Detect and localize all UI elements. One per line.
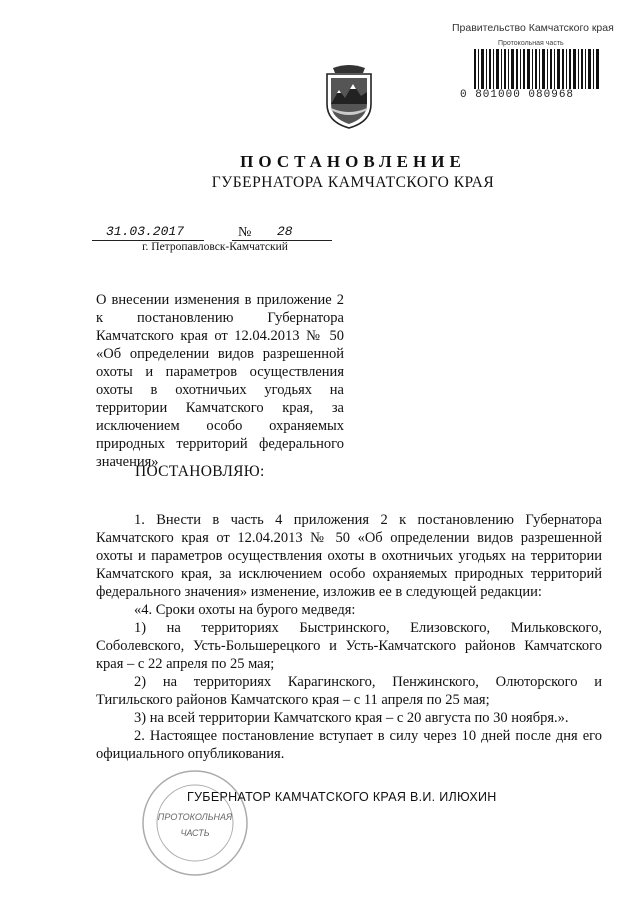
document-subject: О внесении изменения в приложение 2 к постановлению Губернатора Камчатского края от 12.04.2013 № 50 «Об определении видов разрешенной охоты и параметров осуществления охоты в охотничьих угодьях на территории Камчатского края, за исключением особо охраняемых природных территорий федерального значения»: [96, 292, 344, 470]
document-subtitle: ГУБЕРНАТОРА КАМЧАТСКОГО КРАЯ: [211, 174, 495, 191]
barcode-icon: [474, 49, 600, 89]
body-paragraph-3: 1) на территориях Быстринского, Елизовского, Мильковского, Соболевского, Усть-Большерецкого и Усть-Камчатского районов Камчатского края – с 22 апреля по 25 мая;: [96, 620, 602, 672]
government-label: Правительство Камчатского края: [452, 22, 614, 34]
body-paragraph-2: «4. Сроки охоты на бурого медведя:: [134, 602, 356, 618]
barcode-caption: Протокольная часть: [498, 40, 564, 47]
body-paragraph-1: 1. Внести в часть 4 приложения 2 к постановлению Губернатора Камчатского края от 12.04.2013 № 50 «Об определении видов разрешенной охоты и параметров осуществления охоты в охотничьих угодьях на территории Камчатского края, за исключением особо охраняемых природных территорий федерального значения» изменение, изложив ее в следующей редакции:: [96, 512, 602, 600]
number-label: №: [238, 225, 252, 240]
stamp-icon: [140, 768, 250, 878]
body-paragraph-5: 3) на всей территории Камчатского края – с 20 августа по 30 ноября.».: [134, 710, 569, 726]
decree-heading: ПОСТАНОВЛЯЮ:: [135, 463, 265, 480]
document-title: ПОСТАНОВЛЕНИЕ: [240, 152, 466, 171]
document-number: 28: [277, 224, 293, 239]
body-paragraph-4: 2) на территориях Карагинского, Пенжинского, Олюторского и Тигильского районов Камчатского края – с 11 апреля по 25 мая;: [96, 674, 602, 708]
document-place: г. Петропавловск-Камчатский: [142, 241, 288, 253]
body-paragraph-6: 2. Настоящее постановление вступает в силу через 10 дней после дня его официального опубликования.: [96, 728, 602, 762]
document-body: [96, 511, 602, 763]
stamp-text-line1: ПРОТОКОЛЬНАЯ: [157, 812, 233, 822]
document-date: 31.03.2017: [106, 224, 185, 239]
barcode-number: 0 801000 080968: [460, 89, 575, 101]
kamchatka-coat-of-arms-icon: [323, 64, 375, 130]
stamp-text-line2: ЧАСТЬ: [180, 828, 210, 838]
signature-line: ГУБЕРНАТОР КАМЧАТСКОГО КРАЯ В.И. ИЛЮХИН: [187, 790, 497, 804]
